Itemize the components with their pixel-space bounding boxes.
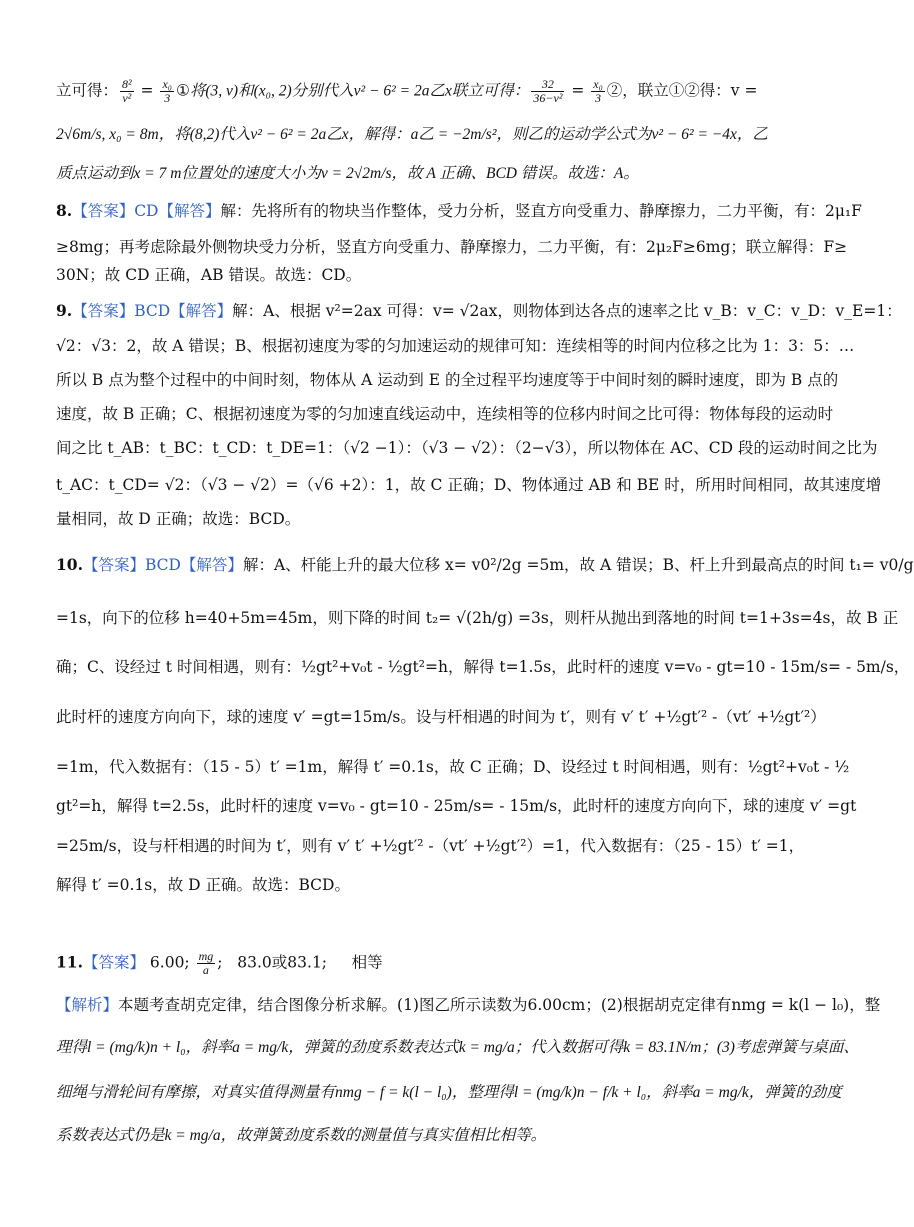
q11-line-1 [56,994,881,1016]
q10-line-4: 此时杆的速度方向向下，球的速度 v′ =gt=15m/s。设与杆相遇的时间为 t′，则有 v′ t′ +½gt′² -（vt′ +½gt′²） [56,708,826,726]
q8-line-1 [56,200,862,222]
q11-line-2: 理得l = (mg/k)n + l₀，斜率a = mg/k，弹簧的劲度系数表达式k = mg/a；代入数据可得k = 83.1N/m；(3)考虑弹簧与桌面、 [56,1039,859,1056]
q8-text: 解：先将所有的物块当作整体，受力分析，竖直方向受重力、静摩擦力，二力平衡，有：2μ₁F [220,202,862,220]
analysis-tag: 【解析】 [56,996,119,1014]
q7-text: 将(3, v)和(x₀, 2)分别代入v² − 6² = 2a乙x联立可得： [189,82,530,100]
q9-line-2: √2：√3：2，故 A 错误；B、根据初速度为零的匀加速运动的规律可知：连续相等的时间内位移之比为 1：3：5：… [56,337,855,355]
q10-line-2: =1s，向下的位移 h=40+5m=45m，则下降的时间 t₂= √(2h/g) =3s，则杆从抛出到落地的时间 t=1+3s=4s，故 B 正 [56,609,899,627]
q10-line-5: =1m，代入数据有：（15 - 5）t′ =1m，解得 t′ =0.1s，故 C 正确；D、设经过 t 时间相遇，则有：½gt²+v₀t - ½ [56,758,850,776]
q8-line-2: ≥8mg；再考虑除最外侧物块受力分析，竖直方向受重力、静摩擦力，二力平衡，有：2μ₂F≥6mg；联立解得：F≥ [56,238,848,256]
fraction: $\frac{32}{\text{36−v²}}$ [533,77,563,105]
q7-text: 立可得： [56,81,119,100]
fraction: $\frac{\text{x₀}}{3}$ [593,77,603,105]
question-number: 9. [56,301,73,320]
answer-fraction: $\frac{mg}{a}$ [198,949,214,977]
q10-line-6: gt²=h，解得 t=2.5s，此时杆的速度 v=v₀ - gt=10 - 25m/s= - 15m/s，此时杆的速度方向向下，球的速度 v′ =gt [56,797,857,815]
q9-text: 解：A、根据 v²=2ax 可得：v= √2ax，则物体到达各点的速率之比 v_B：v_C：v_D：v_E=1： [232,302,902,320]
q10-line-7: =25m/s，设与杆相遇的时间为 t′，则有 v′ t′ +½gt′² -（vt′ +½gt′²）=1，代入数据有：（25 - 15）t′ =1， [56,837,805,855]
q10-line-3: 确；C、设经过 t 时间相遇，则有：½gt²+v₀t - ½gt²=h，解得 t=1.5s，此时杆的速度 v=v₀ - gt=10 - 15m/s= - 5m/s， [56,658,910,676]
q11-line-4: 系数表达式仍是k = mg/a，故弹簧劲度系数的测量值与真实值相比相等。 [56,1127,547,1144]
q11-answer-line: 11.【答案】 6.00; $\frac{mg}{a}$ ; 83.0或83.1; 相等 [56,949,383,977]
q9-line-1 [56,300,902,322]
q7-line-3: 质点运动到x = 7 m位置处的速度大小为v = 2√2m/s，故 A 正确、BCD 错误。故选：A。 [56,165,639,182]
answer-tag: 【答案】 [82,953,145,972]
q10-text: 解：A、杆能上升的最大位移 x= v0²/2g =5m，故 A 错误；B、杆上升到最高点的时间 t₁= v0/g [242,556,914,574]
answer-tag: 【答案】CD【解答】 [72,202,221,220]
q9-line-5: 间之比 t_AB：t_BC：t_CD：t_DE=1：（√2 −1）：（√3 − √2）：（2−√3），所以物体在 AC、CD 段的运动时间之比为 [56,439,878,457]
answer-value: 相等 [351,953,383,972]
question-number: 10. [56,555,83,574]
q10-line-1 [56,554,914,576]
answer-value: 83.0或83.1; [237,953,328,972]
q9-line-3: 所以 B 点为整个过程中的中间时刻，物体从 A 运动到 E 的全过程平均速度等于中间时刻的瞬时速度，即为 B 点的 [56,371,839,389]
answer-tag: 【答案】BCD【解答】 [72,302,233,320]
q10-line-8: 解得 t′ =0.1s，故 D 正确。故选：BCD。 [56,876,350,894]
q7-text: ，联立①②得：v = [622,81,758,100]
answer-value: 6.00; [149,953,190,972]
q11-text: 本题考查胡克定律，结合图像分析求解。(1)图乙所示读数为6.00cm；(2)根据胡克定律有nmg = k(l − l₀)，整 [118,996,881,1014]
q9-line-7: 量相同，故 D 正确；故选：BCD。 [56,510,301,528]
q9-line-4: 速度，故 B 正确；C、根据初速度为零的匀加速直线运动中，连续相等的位移内时间之比可得：物体每段的运动时 [56,405,834,423]
fraction: $\frac{\text{x₀}}{3}$ [162,77,172,105]
q7-line-1: 立可得： $\frac{\text{8²}}{\text{v²}}$ = $\frac{\text{x₀}}{3}$ ①将(3, v)和(x₀, 2)分别代入v² − 6² = 2a乙x联立可得： $\frac{32}{\text{36−v²}}$ = $\frac{\text{x₀}}{3}$ ②，联立①②得：v = [56,77,758,105]
fraction: $\frac{\text{8²}}{\text{v²}}$ [122,77,132,105]
question-number: 8. [56,201,73,220]
q8-line-3: 30N；故 CD 正确，AB 错误。故选：CD。 [56,266,362,284]
question-number: 11. [56,952,83,972]
answer-tag: 【答案】BCD【解答】 [82,556,243,574]
q7-line-2: 2√6m/s, x₀ = 8m，将(8,2)代入v² − 6² = 2a乙x，解得：a乙 = −2m/s²，则乙的运动学公式为v² − 6² = −4x，乙 [56,126,768,143]
q11-line-3: 细绳与滑轮间有摩擦，对真实值得测量有nmg − f = k(l − l₀)，整理得l = (mg/k)n − f/k + l₀，斜率a = mg/k，弹簧的劲度 [56,1084,842,1101]
q9-line-6: t_AC：t_CD= √2：（√3 − √2）=（√6 +2）：1，故 C 正确；D、物体通过 AB 和 BE 时，所用时间相同，故其速度增 [56,476,882,494]
